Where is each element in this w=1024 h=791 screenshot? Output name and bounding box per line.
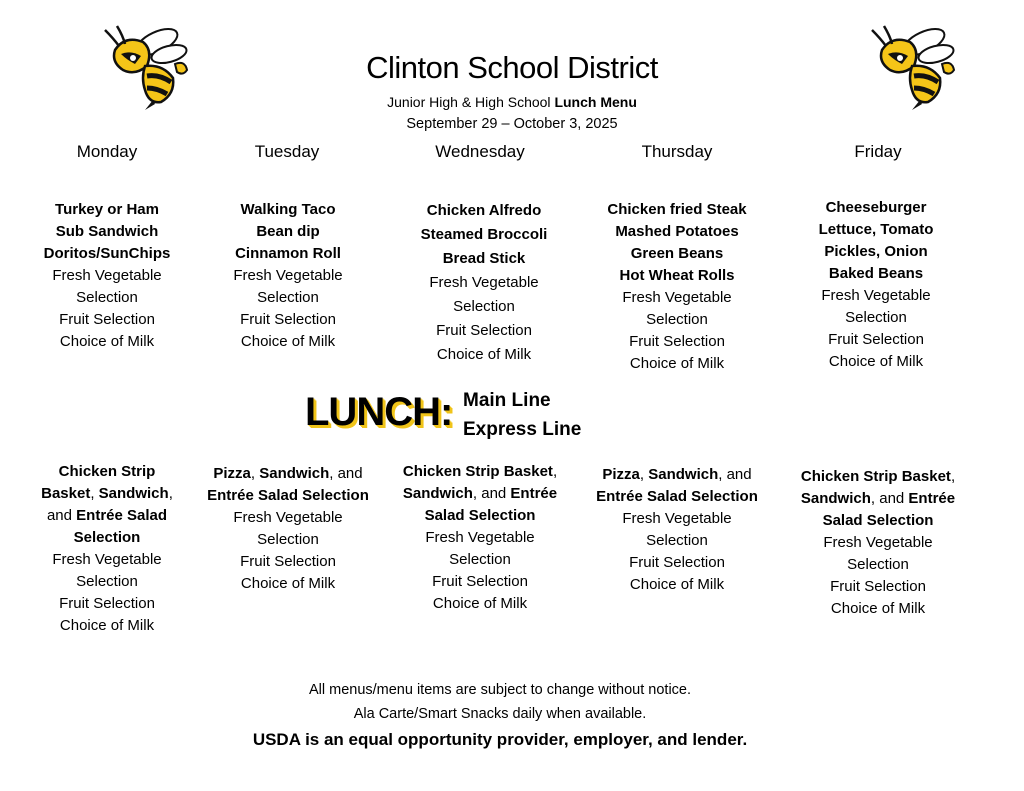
menu-item: Choice of Milk	[432, 595, 528, 612]
menu-item-part: ,	[90, 485, 99, 502]
menu-item: Fresh Vegetable	[425, 529, 535, 546]
menu-item: Choice of Milk	[59, 617, 155, 634]
page-subtitle	[0, 94, 1024, 110]
menu-item	[587, 486, 767, 508]
menu-item-part: Sandwich	[259, 465, 330, 482]
day-wednesday: Wednesday	[435, 142, 525, 161]
menu-item-part: Salad Selection	[424, 507, 536, 524]
menu-item-part: Salad Selection	[822, 512, 934, 529]
menu-item-part: Chicken Strip	[58, 463, 156, 480]
menu-item: Fresh Vegetable	[821, 287, 931, 304]
page-title: Clinton School District	[366, 50, 658, 85]
menu-item: Fresh Vegetable	[622, 289, 732, 306]
footer-notice: All menus/menu items are subject to change without notice.	[308, 682, 692, 698]
menu-item-part: ,	[950, 468, 956, 485]
menu-item-part: ,	[168, 485, 173, 502]
menu-item-part: Chicken Strip Basket	[402, 463, 553, 480]
menu-item	[27, 505, 187, 527]
menu-item: Fruit Selection	[432, 573, 528, 590]
menu-item-part: Selection	[73, 529, 141, 546]
menu-item: Fresh Vegetable	[52, 551, 162, 568]
menu-item: Fruit Selection	[828, 331, 924, 348]
menu-item: Green Beans	[630, 245, 724, 262]
menu-item: Fruit Selection	[240, 553, 336, 570]
menu-item	[27, 527, 187, 549]
menu-item	[395, 505, 565, 527]
menu-item: Choice of Milk	[629, 355, 725, 372]
menu-item: Fresh Vegetable	[233, 267, 343, 284]
menu-item: Fruit Selection	[240, 311, 336, 328]
menu-item: Selection	[453, 298, 515, 315]
menu-item	[395, 483, 565, 505]
menu-item: Choice of Milk	[436, 346, 532, 363]
menu-item: Selection	[257, 531, 319, 548]
menu-item	[395, 461, 565, 483]
menu-item: Hot Wheat Rolls	[619, 267, 735, 284]
menu-item: Doritos/SunChips	[43, 245, 171, 262]
main-menu-friday	[796, 197, 956, 373]
express-menu-tuesday	[198, 463, 378, 595]
menu-item: Fruit Selection	[436, 322, 532, 339]
menu-item-part: Entrée Salad Selection	[596, 488, 758, 505]
main-line-label: Main Line	[463, 390, 551, 411]
menu-item: Fresh Vegetable	[233, 509, 343, 526]
menu-item: Choice of Milk	[240, 575, 336, 592]
menu-item: Choice of Milk	[828, 353, 924, 370]
day-tuesday: Tuesday	[254, 142, 320, 161]
express-menu-thursday	[587, 464, 767, 596]
menu-item	[198, 463, 378, 485]
menu-item	[791, 466, 965, 488]
menu-item: Fruit Selection	[629, 333, 725, 350]
day-monday: Monday	[76, 142, 138, 161]
menu-item: Selection	[646, 311, 708, 328]
menu-item-part: Pizza	[213, 465, 251, 482]
menu-item	[27, 483, 187, 505]
subtitle-bold: Lunch Menu	[554, 94, 637, 110]
menu-item-part: Sandwich	[402, 485, 473, 502]
footer-usda: USDA is an equal opportunity provider, employer, and lender.	[252, 730, 748, 749]
menu-item-part: Sandwich	[800, 490, 871, 507]
menu-item-part: Pizza	[602, 466, 640, 483]
menu-dates: September 29 – October 3, 2025	[406, 116, 618, 132]
menu-item	[791, 510, 965, 532]
menu-item	[198, 485, 378, 507]
day-friday: Friday	[854, 142, 902, 161]
lunch-lines	[463, 386, 581, 444]
menu-item: Baked Beans	[828, 265, 924, 282]
express-menu-wednesday	[395, 461, 565, 615]
menu-item: Turkey or Ham	[55, 201, 159, 218]
lunch-label: LUNCH:	[305, 390, 453, 434]
menu-item: Bread Stick	[442, 250, 526, 267]
menu-item: Choice of Milk	[629, 576, 725, 593]
menu-item: Cinnamon Roll	[235, 245, 341, 262]
menu-item-part: ,	[250, 465, 260, 482]
menu-item: Selection	[646, 532, 708, 549]
menu-item: Fruit Selection	[59, 595, 155, 612]
express-menu-monday	[27, 461, 187, 637]
menu-item-part: , and	[472, 485, 511, 502]
menu-item-part: , and	[870, 490, 909, 507]
menu-item: Selection	[76, 573, 138, 590]
menu-item: Selection	[845, 309, 907, 326]
menu-item	[27, 461, 187, 483]
menu-item	[791, 488, 965, 510]
menu-item: Walking Taco	[240, 201, 336, 218]
main-menu-monday	[27, 199, 187, 353]
menu-item: Chicken Alfredo	[426, 202, 542, 219]
menu-item: Lettuce, Tomato	[818, 221, 934, 238]
menu-item	[587, 464, 767, 486]
day-thursday: Thursday	[641, 142, 713, 161]
main-menu-wednesday	[404, 199, 564, 367]
menu-item: Fruit Selection	[59, 311, 155, 328]
menu-item: Mashed Potatoes	[615, 223, 739, 240]
menu-item: Cheeseburger	[825, 199, 927, 216]
menu-item-part: Sandwich	[98, 485, 169, 502]
menu-item-part: , and	[329, 465, 363, 482]
express-line-label: Express Line	[463, 419, 582, 440]
menu-item: Sub Sandwich	[55, 223, 159, 240]
menu-item-part: Chicken Strip Basket	[800, 468, 951, 485]
menu-item-part: and	[46, 507, 77, 524]
menu-item-part: , and	[718, 466, 752, 483]
menu-item: Fruit Selection	[830, 578, 926, 595]
menu-item: Selection	[847, 556, 909, 573]
menu-item-part: Entrée	[908, 490, 956, 507]
menu-item: Selection	[76, 289, 138, 306]
menu-item: Choice of Milk	[59, 333, 155, 350]
menu-item: Fresh Vegetable	[823, 534, 933, 551]
menu-item-part: Entrée Salad	[76, 507, 168, 524]
menu-item: Selection	[449, 551, 511, 568]
menu-item: Fresh Vegetable	[52, 267, 162, 284]
menu-item: Fruit Selection	[629, 554, 725, 571]
menu-item-part: ,	[639, 466, 649, 483]
main-menu-tuesday	[208, 199, 368, 353]
menu-item-part: Sandwich	[648, 466, 719, 483]
menu-item: Chicken fried Steak	[607, 201, 747, 218]
menu-item-part: Basket	[41, 485, 91, 502]
menu-item-part: ,	[552, 463, 558, 480]
menu-item: Selection	[257, 289, 319, 306]
subtitle-prefix: Junior High & High School	[387, 94, 555, 110]
menu-item: Pickles, Onion	[824, 243, 928, 260]
footer-snacks: Ala Carte/Smart Snacks daily when available.	[353, 706, 647, 722]
menu-item: Steamed Broccoli	[420, 226, 548, 243]
menu-item: Choice of Milk	[240, 333, 336, 350]
menu-item: Fresh Vegetable	[429, 274, 539, 291]
menu-item-part: Entrée	[510, 485, 558, 502]
menu-item: Bean dip	[256, 223, 320, 240]
main-menu-thursday	[597, 199, 757, 375]
menu-item-part: Entrée Salad Selection	[207, 487, 369, 504]
menu-item: Fresh Vegetable	[622, 510, 732, 527]
express-menu-friday	[791, 466, 965, 620]
menu-item: Choice of Milk	[830, 600, 926, 617]
